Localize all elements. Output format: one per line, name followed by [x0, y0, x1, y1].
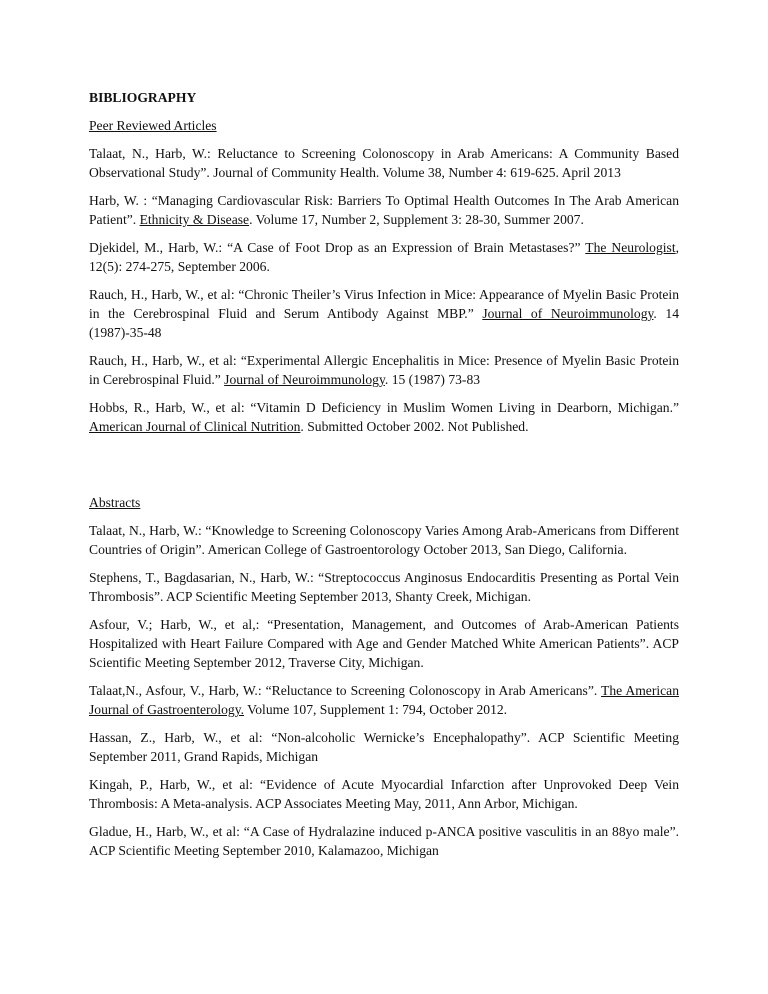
- citation-entry: Harb, W. : “Managing Cardiovascular Risk: Barriers To Optimal Health Outcomes In The Arab American Patient”. Ethnicity & Disease. Volume 17, Number 2, Supplement 3: 28-30, Summer 2007.: [89, 193, 679, 227]
- page-title: BIBLIOGRAPHY: [89, 90, 197, 105]
- citation-entry: Djekidel, M., Harb, W.: “A Case of Foot Drop as an Expression of Brain Metastases?” The Neurologist, 12(5): 274-275, September 2006.: [89, 240, 680, 274]
- citation-entry: Rauch, H., Harb, W., et al: “Chronic Theiler’s Virus Infection in Mice: Appearance of Myelin Basic Protein in the Cerebrospinal Fluid and Serum Antibody Against MBP.” Journal of Neuroimmunology. 14 (1987)-35-48: [89, 287, 679, 340]
- journal-name: Journal of Neuroimmunology: [224, 372, 385, 387]
- abstract-entry: Gladue, H., Harb, W., et al: “A Case of Hydralazine induced p-ANCA positive vasculitis in an 88yo male”. ACP Scientific Meeting September 2010, Kalamazoo, Michigan: [89, 824, 679, 858]
- section-heading-peer-reviewed: Peer Reviewed Articles: [89, 118, 217, 133]
- bibliography-page: [89, 88, 679, 869]
- citation-entry: Hobbs, R., Harb, W., et al: “Vitamin D Deficiency in Muslim Women Living in Dearborn, Michigan.” American Journal of Clinical Nutrition. Submitted October 2002. Not Published.: [89, 400, 679, 434]
- citation-entry: Rauch, H., Harb, W., et al: “Experimental Allergic Encephalitis in Mice: Presence of Myelin Basic Protein in Cerebrospinal Fluid.” Journal of Neuroimmunology. 15 (1987) 73-83: [89, 353, 679, 387]
- abstract-entry: Stephens, T., Bagdasarian, N., Harb, W.: “Streptococcus Anginosus Endocarditis Presenting as Portal Vein Thrombosis”. ACP Scientific Meeting September 2013, Shanty Creek, Michigan.: [89, 570, 679, 604]
- abstract-entry: Talaat, N., Harb, W.: “Knowledge to Screening Colonoscopy Varies Among Arab-Americans from Different Countries of Origin”. American College of Gastroentorology October 2013, San Diego, California.: [89, 523, 679, 557]
- journal-name: Journal of Neuroimmunology: [482, 306, 654, 321]
- abstract-entry: Asfour, V.; Harb, W., et al,: “Presentation, Management, and Outcomes of Arab-American Patients Hospitalized with Heart Failure Compared with Age and Gender Matched White American Patients”. ACP Scientific Meeting September 2012, Traverse City, Michigan.: [89, 617, 679, 670]
- citation-entry: Talaat, N., Harb, W.: Reluctance to Screening Colonoscopy in Arab Americans: A Community Based Observational Study”. Journal of Community Health. Volume 38, Number 4: 619-625. April 2013: [89, 146, 679, 180]
- section-spacer: [89, 445, 679, 493]
- abstract-entry: Kingah, P., Harb, W., et al: “Evidence of Acute Myocardial Infarction after Unprovoked Deep Vein Thrombosis: A Meta-analysis. ACP Associates Meeting May, 2011, Ann Arbor, Michigan.: [89, 777, 679, 811]
- journal-name: The Neurologist: [585, 240, 676, 255]
- section-heading-abstracts: Abstracts: [89, 495, 141, 510]
- journal-name: American Journal of Clinical Nutrition: [89, 419, 301, 434]
- abstract-entry: Talaat,N., Asfour, V., Harb, W.: “Reluctance to Screening Colonoscopy in Arab Americans”. The American Journal of Gastroenterology. Volume 107, Supplement 1: 794, October 2012.: [89, 683, 680, 717]
- journal-name: The American Journal of Gastroenterology.: [89, 683, 680, 717]
- abstract-entry: Hassan, Z., Harb, W., et al: “Non-alcoholic Wernicke’s Encephalopathy”. ACP Scientific Meeting September 2011, Grand Rapids, Michigan: [89, 730, 679, 764]
- journal-name: Ethnicity & Disease: [139, 212, 250, 227]
